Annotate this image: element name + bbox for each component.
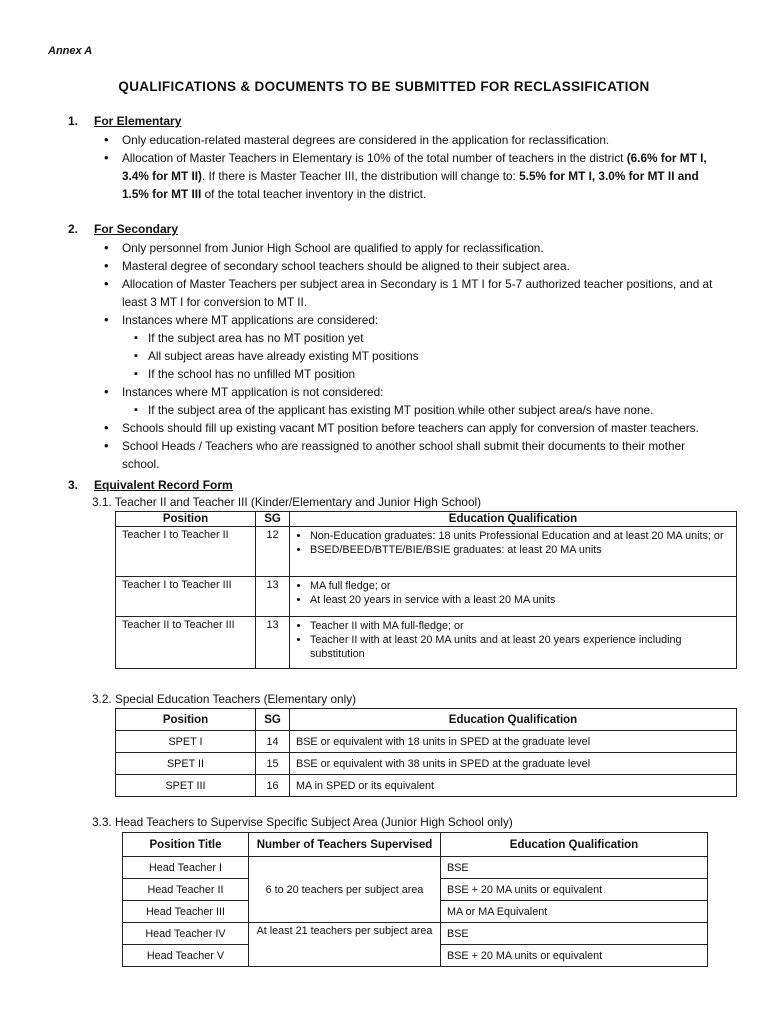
cell-sg: 16 (256, 775, 290, 797)
cell-sg: 12 (256, 527, 290, 577)
list-item: • Only personnel from Junior High School are qualified to apply for reclassification. (104, 239, 724, 257)
subsection-3-3-title: 3.3. Head Teachers to Supervise Specific Subject Area (Junior High School only) (92, 815, 513, 829)
cell-education: BSE (441, 857, 708, 879)
list-item: • Allocation of Master Teachers per subject area in Secondary is 1 MT I for 5-7 authorized teacher positions, and at least 3 MT I for conversion to MT II. (104, 275, 724, 311)
section-3-heading (68, 478, 233, 492)
subsection-3-1-title: 3.1. Teacher II and Teacher III (Kinder/Elementary and Junior High School) (92, 495, 482, 509)
list-item: • Instances where MT applications are considered: (104, 311, 724, 329)
sub-list-item: ▪ If the school has no unfilled MT position (134, 365, 724, 383)
column-header: SG (256, 709, 290, 731)
section-2-heading (68, 222, 178, 236)
cell-education (290, 527, 737, 577)
cell-education (290, 577, 737, 617)
list-item: • School Heads / Teachers who are reassigned to another school shall submit their documents to their mother school. (104, 437, 724, 473)
head-teacher-table (122, 832, 708, 967)
sped-qualification-table (115, 708, 737, 797)
cell-education: BSE or equivalent with 38 units in SPED at the graduate level (290, 753, 737, 775)
list-item: • Teacher II with at least 20 MA units and at least 20 years experience including substitution (310, 633, 730, 661)
table-row (116, 731, 737, 753)
cell-position: Teacher I to Teacher II (116, 527, 256, 577)
table-row (123, 857, 708, 879)
cell-education: BSE + 20 MA units or equivalent (441, 879, 708, 901)
list-item: • Only education-related masteral degrees are considered in the application for reclassification. (104, 131, 724, 149)
cell-education (290, 617, 737, 669)
cell-sg: 13 (256, 617, 290, 669)
list-item: • MA full fledge; or (310, 579, 730, 593)
cell-position: Teacher I to Teacher III (116, 577, 256, 617)
list-item: • At least 20 years in service with a least 20 MA units (310, 593, 730, 607)
cell-education: MA in SPED or its equivalent (290, 775, 737, 797)
list-item: • BSED/BEED/BTTE/BIE/BSIE graduates: at least 20 MA units (310, 543, 730, 557)
section-2-list (104, 239, 724, 473)
cell-sg: 13 (256, 577, 290, 617)
list-item: • Teacher II with MA full-fledge; or (310, 619, 730, 633)
subsection-3-2-title: 3.2. Special Education Teachers (Elementary only) (92, 692, 357, 706)
table-row (116, 753, 737, 775)
section-1-heading (68, 114, 181, 128)
column-header: Education Qualification (290, 709, 737, 731)
cell-position: Head Teacher I (123, 857, 249, 879)
teacher-qualification-table (115, 511, 737, 669)
list-item: • Schools should fill up existing vacant MT position before teachers can apply for conversion of master teachers. (104, 419, 724, 437)
cell-education: MA or MA Equivalent (441, 901, 708, 923)
list-item: • Allocation of Master Teachers in Elementary is 10% of the total number of teachers in the district (6.6% for MT I, 3.4% for MT II). If there is Master Teacher III, the distribution will change to: 5.5% for MT I, 3.0% for MT II and 1.5% for MT III of the total teacher inventory in the district. (104, 149, 724, 203)
annex-label: Annex A (48, 45, 93, 57)
sub-list-item: ▪ If the subject area has no MT position yet (134, 329, 724, 347)
sub-list-item: ▪ If the subject area of the applicant has existing MT position while other subject area/s have none. (134, 401, 724, 419)
section-title: Equivalent Record Form (94, 478, 233, 492)
sub-list-item: ▪ All subject areas have already existing MT positions (134, 347, 724, 365)
cell-position: Head Teacher III (123, 901, 249, 923)
cell-position: Head Teacher IV (123, 923, 249, 945)
cell-teachers-supervised: 6 to 20 teachers per subject area (249, 857, 441, 923)
list-item: • Masteral degree of secondary school teachers should be aligned to their subject area. (104, 257, 724, 275)
list-item: • Non-Education graduates: 18 units Professional Education and at least 20 MA units; or (310, 529, 730, 543)
table-row (116, 617, 737, 669)
list-item: • Instances where MT application is not considered: (104, 383, 724, 401)
cell-teachers-supervised: At least 21 teachers per subject area (249, 923, 441, 967)
section-title: For Elementary (94, 114, 182, 128)
cell-position: Teacher II to Teacher III (116, 617, 256, 669)
column-header: Position (116, 709, 256, 731)
table-row (116, 527, 737, 577)
column-header: Position Title (123, 833, 249, 857)
cell-position: Head Teacher V (123, 945, 249, 967)
column-header: Education Qualification (441, 833, 708, 857)
cell-position: Head Teacher II (123, 879, 249, 901)
table-row (116, 775, 737, 797)
cell-education: BSE + 20 MA units or equivalent (441, 945, 708, 967)
section-number: 1. (68, 114, 79, 128)
section-title: For Secondary (94, 222, 179, 236)
cell-position: SPET III (116, 775, 256, 797)
column-header: Number of Teachers Supervised (249, 833, 441, 857)
column-header: Position (116, 512, 256, 527)
table-row (116, 577, 737, 617)
cell-education: BSE (441, 923, 708, 945)
column-header: Education Qualification (290, 512, 737, 527)
cell-position: SPET I (116, 731, 256, 753)
table-row (123, 923, 708, 945)
section-1-list (104, 131, 724, 203)
cell-education: BSE or equivalent with 18 units in SPED at the graduate level (290, 731, 737, 753)
cell-position: SPET II (116, 753, 256, 775)
cell-sg: 15 (256, 753, 290, 775)
column-header: SG (256, 512, 290, 527)
section-number: 2. (68, 222, 79, 236)
cell-sg: 14 (256, 731, 290, 753)
page-title: QUALIFICATIONS & DOCUMENTS TO BE SUBMITTED FOR RECLASSIFICATION (118, 79, 650, 94)
section-number: 3. (68, 478, 79, 492)
